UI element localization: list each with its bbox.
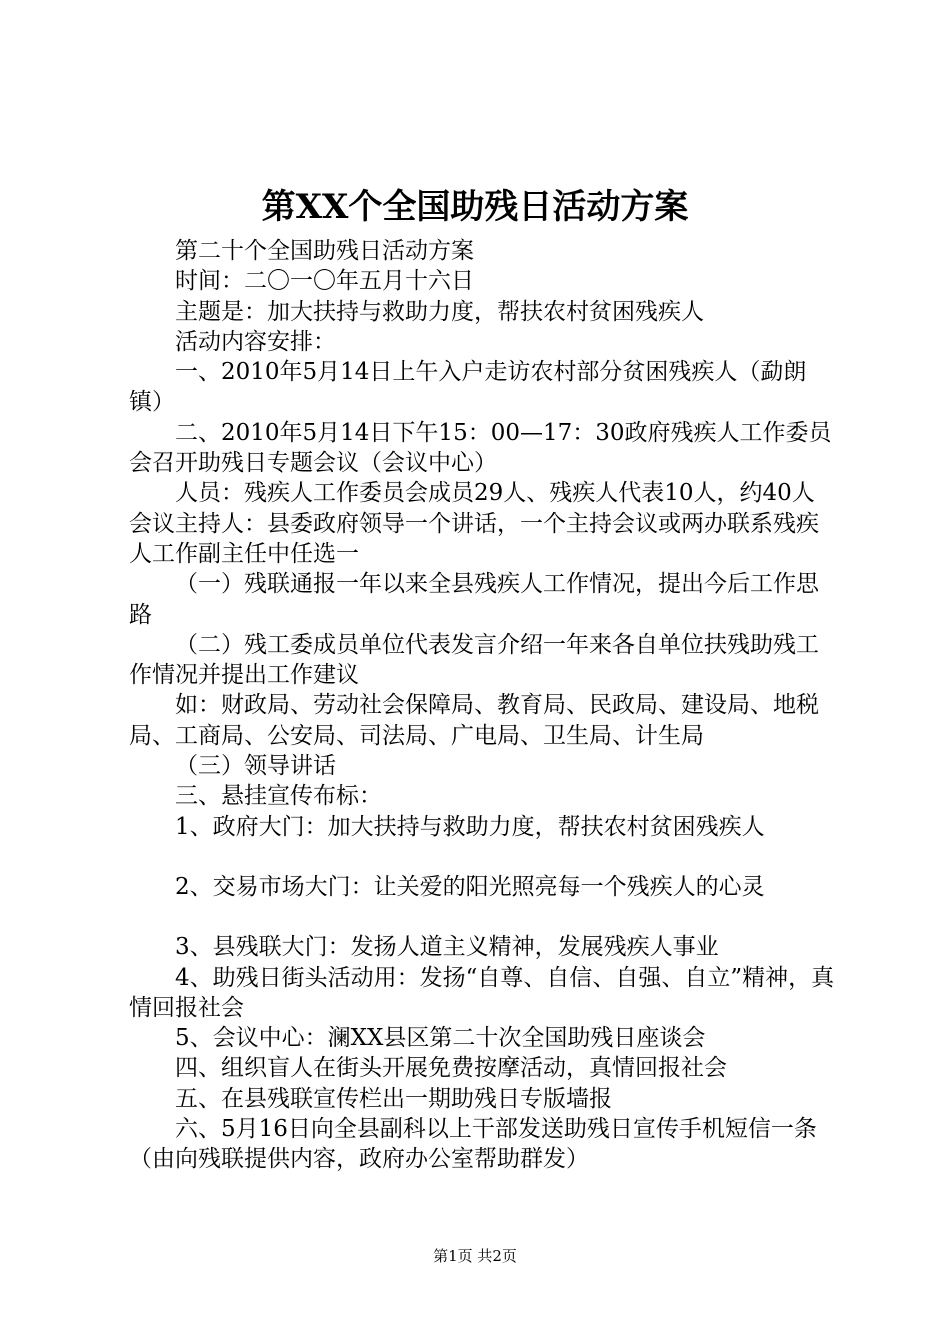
paragraph: 三、悬挂宣传布标： [175,783,382,810]
paragraph: 时间：二〇一〇年五月十六日 [175,268,474,295]
paragraph: 4、助残日街头活动用：发扬“自尊、自信、自强、自立”精神，真情回报社会 [129,964,835,1021]
paragraph: 人员：残疾人工作委员会成员29人、残疾人代表10人，约40人会议主持人：县委政府领导一个讲话，一个主持会议或两办联系残疾人工作副主任中任选一 [129,480,819,567]
paragraph: 如：财政局、劳动社会保障局、教育局、民政局、建设局、地税局、工商局、公安局、司法局、广电局、卫生局、计生局 [129,692,819,749]
paragraph: 5、会议中心：澜XX县区第二十次全国助残日座谈会 [175,1025,706,1052]
paragraph: 五、在县残联宣传栏出一期助残日专版墙报 [175,1085,612,1112]
paragraph: （一）残联通报一年以来全县残疾人工作情况，提出今后工作思路 [129,571,819,628]
page-footer: 第1页 共2页 [433,1247,517,1265]
paragraph: 四、组织盲人在街头开展免费按摩活动，真情回报社会 [175,1055,727,1082]
paragraph: 活动内容安排： [175,328,336,355]
document-body [129,236,835,1175]
paragraph: 六、5月16日向全县副科以上干部发送助残日宣传手机短信一条（由向残联提供内容，政府办公室帮助群发） [129,1116,817,1173]
paragraph: （二）残工委成员单位代表发言介绍一年来各自单位扶残助残工作情况并提出工作建议 [129,631,819,689]
document-title: 第XX个全国助残日活动方案 [261,187,689,227]
paragraph: 第二十个全国助残日活动方案 [175,238,474,264]
paragraph: 3、县残联大门：发扬人道主义精神，发展残疾人事业 [175,934,719,961]
paragraph: 二、2010年5月14日下午15：00—17：30政府残疾人工作委员会召开助残日专题会议（会议中心） [129,419,832,477]
paragraph: 1、政府大门：加大扶持与救助力度，帮扶农村贫困残疾人 [175,813,765,840]
paragraph: 主题是：加大扶持与救助力度，帮扶农村贫困残疾人 [175,298,704,325]
paragraph: （三）领导讲话 [175,753,336,780]
paragraph: 一、2010年5月14日上午入户走访农村部分贫困残疾人（勐朗镇） [129,359,807,416]
paragraph: 2、交易市场大门：让关爱的阳光照亮每一个残疾人的心灵 [175,873,765,900]
